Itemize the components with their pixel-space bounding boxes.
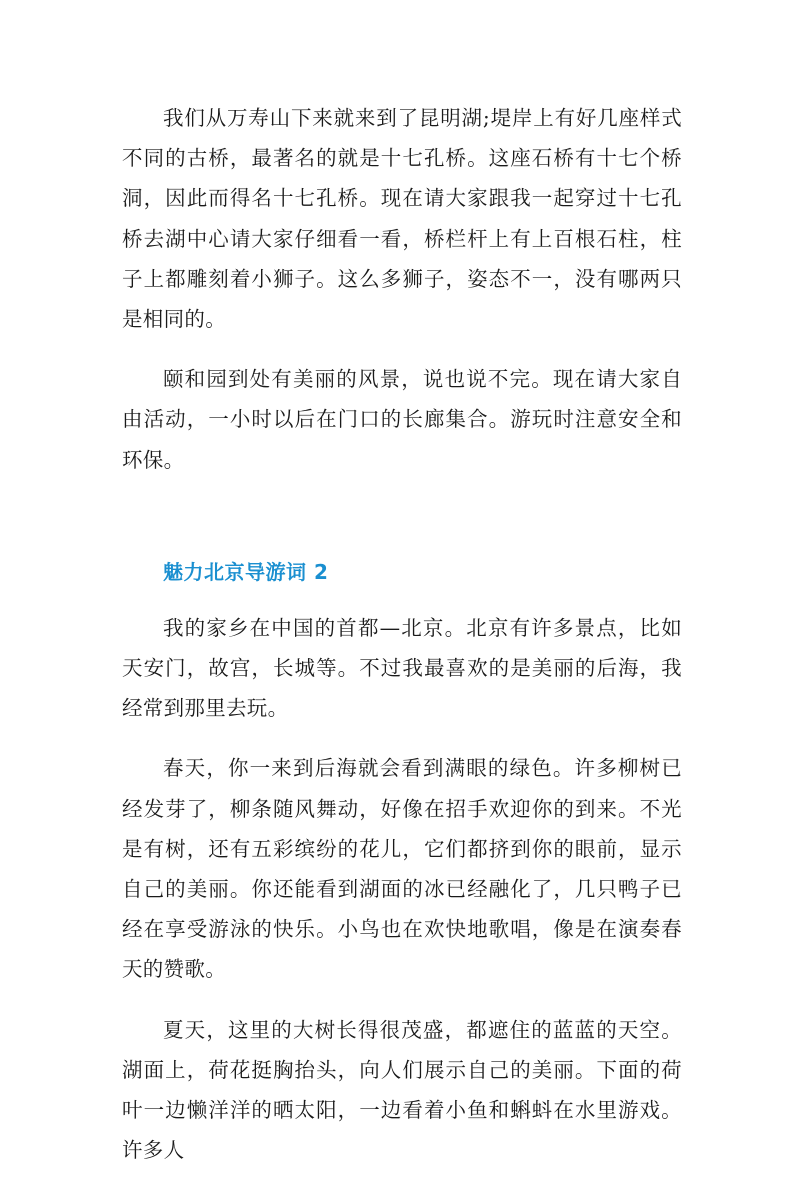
paragraph-summer-palace-free-activity: 颐和园到处有美丽的风景，说也说不完。现在请大家自由活动，一小时以后在门口的长廊集合。游玩时注意安全和环保。 [122,367,682,472]
paragraph-spring-houhai: 春天，你一来到后海就会看到满眼的绿色。许多柳树已经发芽了，柳条随风舞动，好像在招手欢迎你的到来。不光是有树，还有五彩缤纷的花儿，它们都挤到你的眼前，显示自己的美丽。你还能看到湖面的冰已经融化了，几只鸭子已经在享受游泳的快乐。小鸟也在欢快地歌唱，像是在演奏春天的赞歌。 [122,756,682,982]
section-heading: 魅力北京导游词 2 [163,559,329,584]
heading-spacer [122,592,682,608]
section-spacer [122,500,682,552]
paragraph-hometown-beijing: 我的家乡在中国的首都—北京。北京有许多景点，比如天安门，故宫，长城等。不过我最喜欢的是美丽的后海，我经常到那里去玩。 [122,615,682,721]
section-beijing-tour-guide-2 [122,552,682,1171]
section-kunming-lake [122,98,682,480]
paragraph-summer-houhai: 夏天，这里的大树长得很茂盛，都遮住的蓝蓝的天空。湖面上，荷花挺胸抬头，向人们展示自己的美丽。下面的荷叶一边懒洋洋的晒太阳，一边看着小鱼和蝌蚪在水里游戏。许多人 [122,1017,682,1163]
paragraph-seventeen-arch-bridge: 我们从万寿山下来就来到了昆明湖;堤岸上有好几座样式不同的古桥，最著名的就是十七孔桥。这座石桥有十七个桥洞，因此而得名十七孔桥。现在请大家跟我一起穿过十七孔桥去湖中心请大家仔细看一看，桥栏杆上有上百根石柱，柱子上都雕刻着小狮子。这么多狮子，姿态不一，没有哪两只是相同的。 [122,106,682,332]
document-page [122,98,682,1190]
